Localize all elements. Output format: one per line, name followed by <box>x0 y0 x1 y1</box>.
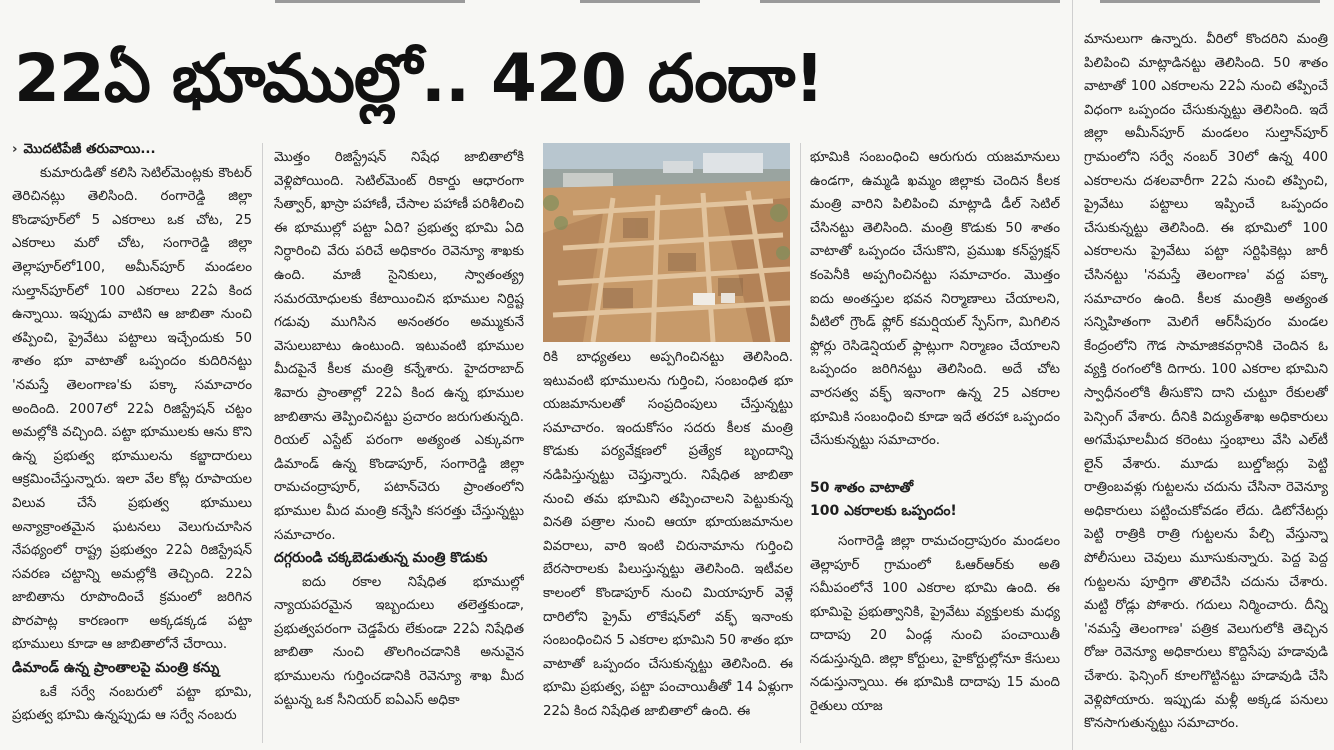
continuation-kicker <box>12 138 252 162</box>
kicker-text: మొదటిపేజీ తరువాయి... <box>23 142 156 157</box>
col2-paragraph-1: మొత్తం రిజిస్ట్రేషన్ నిషేధ జాబితాలోకి వెళ్లిపోయింది. సెటిల్‌మెంట్ రికార్డు ఆధారంగా సేత్వార్, ఖాస్రా పహాణీ, చేసాల పహాణీ పరిశీలించి ఈ భూముల్లో పట్టా ఏది? ప్రభుత్వ భూమి ఏది నిర్ధారించి వేరు పరిచే అధికారం రెవెన్యూ శాఖకు ఉంది. మాజీ సైనికులు, స్వాతంత్య్ర సమరయోధులకు కేటాయించిన భూముల నిర్దిష్ట గడువు ముగిసిన అనంతరం అమ్ముకునే వెసులుబాటు ఉంటుంది. ఇటువంటి భూముల మీదపైనే కీలక మంత్రి కన్నేశారు. హైదరాబాద్ శివారు ప్రాంతాల్లో 22ఏ కింద ఉన్న భూముల జాబితాను తెప్పించినట్టు ప్రచారం జరుగుతున్నది. రియల్ ఎస్టేట్ పరంగా అత్యంత ఎక్కువగా డిమాండ్ ఉన్న కొండాపూర్, సంగారెడ్డి జిల్లా రామచంద్రాపూర్, పటాన్‌చెరు ప్రాంతంలోని భూముల మీద మంత్రి కన్నేసి కసరత్తు చేస్తున్నట్టు సమాచారం. <box>274 150 524 543</box>
aerial-land-plots-photo <box>543 143 790 342</box>
col4-subhead-2: 100 ఎకరాలకు ఒప్పందం! <box>810 503 957 520</box>
column-5 <box>1084 28 1328 744</box>
column-1 <box>12 138 252 744</box>
col4-subhead-1: 50 శాతం వాటాతో <box>810 479 914 496</box>
column-divider <box>800 143 801 743</box>
col5-paragraph-1: మానులుగా ఉన్నారు. వీరిలో కొందరిని మంత్రి పిలిపించి మాట్లాడినట్టు తెలిసింది. 50 శాతం వాటాతో 100 ఎకరాలను 22ఏ నుంచి తప్పించే విధంగా ఒప్పందం చేసుకున్నట్టు తెలిసింది. ఇదే జిల్లా అమీన్‌పూర్ మండలం సుల్తాన్‌పూర్ గ్రామంలోని సర్వే నంబర్ 30లో ఉన్న 400 ఎకరాలను దశలవారీగా 22ఏ నుంచి తప్పించి, ప్రైవేటు పట్టాలు ఇప్పించే ఒప్పందం చేసుకున్నట్టు తెలిసింది. ఈ భూమిలో 100 ఎకరాలను ప్రైవేటు పట్టా సర్టిఫికెట్లు జారీ చేసినట్టు 'నమస్తే తెలంగాణ' వద్ద పక్కా సమాచారం ఉంది. కీలక మంత్రికి అత్యంత సన్నిహితంగా మెలిగే ఆర్‌సీపురం మండల కేంద్రంలోని గౌడ సామాజికవర్గానికి చెందిన ఓ వ్యక్తి రంగంలోకి దిగారు. 100 ఎకరాల భూమిని స్వాధీనంలోకి తీసుకొని దాని చుట్టూ రేకులతో పెన్సింగ్ వేశారు. దీనికి విద్యుత్‌శాఖ అధికారులు అగమేఘాలమీద కరెంటు స్తంభాలు వేసి ఎల్‌టీ లైన్ వేశారు. మూడు బుల్డోజర్లు పెట్టి రాత్రింబవళ్లు గుట్టలను చదును చేసినా రెవెన్యూ అధికారులు పట్టించుకోవడం లేదు. డిటోనేటర్లు పెట్టి రాత్రికి రాత్రి గుట్టలను పేల్చి వేస్తున్నా పోలీసులు చెవులు మూసుకున్నారు. పెద్ద పెద్ద గుట్టలను పూర్తిగా తొలిచేసి చదును చేశారు. మట్టి రోడ్లు పోశారు. గదులు నిర్మించారు. దీన్ని 'నమస్తే తెలంగాణ' పత్రిక వెలుగులోకి తెచ్చిన రోజు రెవెన్యూ అధికారులు కొద్దిసేపు హడావుడి చేశారు. ఫెన్సింగ్ కూలగొట్టినట్టు హడావుడి చేసి వెళ్లిపోయారు. ఇప్పుడు మళ్లీ అక్కడ పనులు కొనసాగుతున్నట్టు సమాచారం. <box>1084 32 1328 732</box>
col1-paragraph-2: ఒకే సర్వే నంబరులో పట్టా భూమి, ప్రభుత్వ భూమి ఉన్నప్పుడు ఆ సర్వే నంబరు <box>12 684 252 724</box>
col2-subhead: దగ్గరుండి చక్కబెడుతున్న మంత్రి కొడుకు <box>274 550 488 567</box>
col2-paragraph-2: ఐదు రకాల నిషేధిత భూముల్లో న్యాయపరమైన ఇబ్బందులు తలెత్తకుండా, ప్రభుత్వపరంగా చెడ్డపేరు లేకుండా 22ఏ నిషేధిత జాబితా నుంచి తొలగించడానికి అనువైన భూములను గుర్తించడానికి రెవెన్యూ శాఖ మీద పట్టున్న ఒక సీనియర్ ఐఏఎస్ అధికా <box>274 574 524 708</box>
column-divider <box>1072 0 1073 750</box>
aerial-photo-svg <box>543 143 790 342</box>
column-2 <box>274 146 524 744</box>
column-4 <box>810 146 1060 744</box>
column-3 <box>543 346 793 744</box>
col4-paragraph-2: సంగారెడ్డి జిల్లా రామచంద్రాపురం మండలం తెల్లాపూర్ గ్రామంలో ఓఆర్ఆర్‌కు అతి సమీపంలోనే 100 ఎకరాల భూమి ఉంది. ఈ భూమిపై ప్రభుత్వానికి, ప్రైవేటు వ్యక్తులకు మధ్య దాదాపు 20 ఏండ్ల నుంచి పంచాయితీ నడుస్తున్నది. జిల్లా కోర్టులు, హైకోర్టుల్లోనూ కేసులు నడుస్తున్నాయి. ఈ భూమికి దాదాపు 15 మంది రైతులు యాజ <box>810 533 1060 715</box>
column-divider <box>262 143 263 743</box>
col4-paragraph-1: భూమికి సంబంధించి ఆరుగురు యజమానులు ఉండగా, ఉమ్మడి ఖమ్మం జిల్లాకు చెందిన కీలక మంత్రి వారిని పిలిపించి మాట్లాడి డీల్ సెటిల్ చేసినట్టు తెలిసింది. మంత్రి కొడుకు 50 శాతం వాటాతో ఒప్పందం చేసుకొని, ప్రముఖ కన్‌స్ట్రక్షన్ కంపెనీకి అప్పగించినట్టు సమాచారం. మొత్తం ఐదు అంతస్తుల భవన నిర్మాణాలు చేయాలని, వీటిలో గ్రౌండ్ ఫ్లోర్ కమర్షియల్ స్పేస్‌గా, మిగిలిన ఫ్లోర్లు రెసిడెన్షియల్ ఫ్లాట్లుగా నిర్మాణం చేయాలని ఒప్పందం జరిగినట్టు తెలిసింది. అదే చోట వారసత్వ వక్ఫ్ ఇనాంగా ఉన్న 25 ఎకరాల భూమికి సంబంధించి కూడా ఇదే తరహా ఒప్పందం చేసుకున్నట్టు సమాచారం. <box>810 150 1060 449</box>
col3-paragraph-1: రికి బాధ్యతలు అప్పగించినట్టు తెలిసింది. ఇటువంటి భూములను గుర్తించి, సంబంధిత భూ యజమానులతో సంప్రదింపులు చేస్తున్నట్టు సమాచారం. ఇందుకోసం సదరు కీలక మంత్రి కొడుకు పర్యవేక్షణలో ప్రత్యేక బృందాన్ని నడిపిస్తున్నట్టు చెప్తున్నారు. నిషేధిత జాబితా నుంచి తమ భూమిని తప్పించాలని పెట్టుకున్న వినతి పత్రాల నుంచి ఆయా భూయజమానుల వివరాలు, వారి ఇంటి చిరునామాను గుర్తించి బేరసారాలకు పిలుస్తున్నట్టు తెలిసింది. ఇటీవల కాలంలో కొండాపూర్ నుంచి మియాపూర్ వెళ్లే దారిలోని ప్రైమ్ లొకేషన్‌లో వక్ఫ్ ఇనాంకు సంబంధించిన 5 ఎకరాల భూమిని 50 శాతం భూ వాటాతో ఒప్పందం చేసుకున్నట్టు తెలిసింది. ఈ భూమి ప్రభుత్వ, పట్టా పంచాయితీతో 14 ఏళ్లుగా 22ఏ కింద నిషేధిత జాబితాలో ఉంది. ఈ <box>543 350 793 719</box>
col1-subhead: డిమాండ్ ఉన్న ప్రాంతాలపై మంత్రి కన్ను <box>12 660 220 677</box>
headline: 22ఏ భూముల్లో.. 420 దందా! <box>14 40 824 117</box>
top-rule <box>0 0 1334 4</box>
chevron-right-icon: › <box>12 142 18 157</box>
col1-paragraph-1: కుమారుడితో కలిసి సెటిల్‌మెంట్లకు కౌంటర్ తెరిచినట్లు తెలిసింది. రంగారెడ్డి జిల్లా కొండాపూర్‌లో 5 ఎకరాలు ఒక చోట, 25 ఎకరాలు మరో చోట, సంగారెడ్డి జిల్లా తెల్లాపూర్‌లో100, అమీన్‌పూర్ మండలం సుల్తాన్‌పూర్‌లో 100 ఎకరాలు 22ఏ కింద ఉన్నాయి. ఇప్పుడు వాటిని ఆ జాబితా నుంచి తప్పించి, ప్రైవేటు పట్టాలు ఇచ్చేందుకు 50 శాతం భూ వాటాతో ఒప్పందం కుదిరినట్టు 'నమస్తే తెలంగాణ'కు పక్కా సమాచారం అందింది. 2007లో 22ఏ రిజిస్ట్రేషన్ చట్టం అమల్లోకి వచ్చింది. పట్టా భూములకు ఆను కొని ఉన్న ప్రభుత్వ భూములను కబ్జాదారులు ఆక్రమించేస్తున్నారు. ఇలా వేల కోట్ల రూపాయల విలువ చేసే ప్రభుత్వ భూములు అన్యాక్రాంతమైన ఘటనలు వెలుగుచూసిన నేపథ్యంలో రాష్ట్ర ప్రభుత్వం 22ఏ రిజిస్ట్రేషన్ సవరణ చట్టాన్ని అమల్లోకి తెచ్చింది. 22ఏ జాబితాను రూపొందించే క్రమంలో జరిగిన పొరపాట్ల కారణంగా అక్కడక్కడ పట్టా భూములు కూడా ఆ జాబితాలోనే చేరాయి. <box>12 165 252 653</box>
